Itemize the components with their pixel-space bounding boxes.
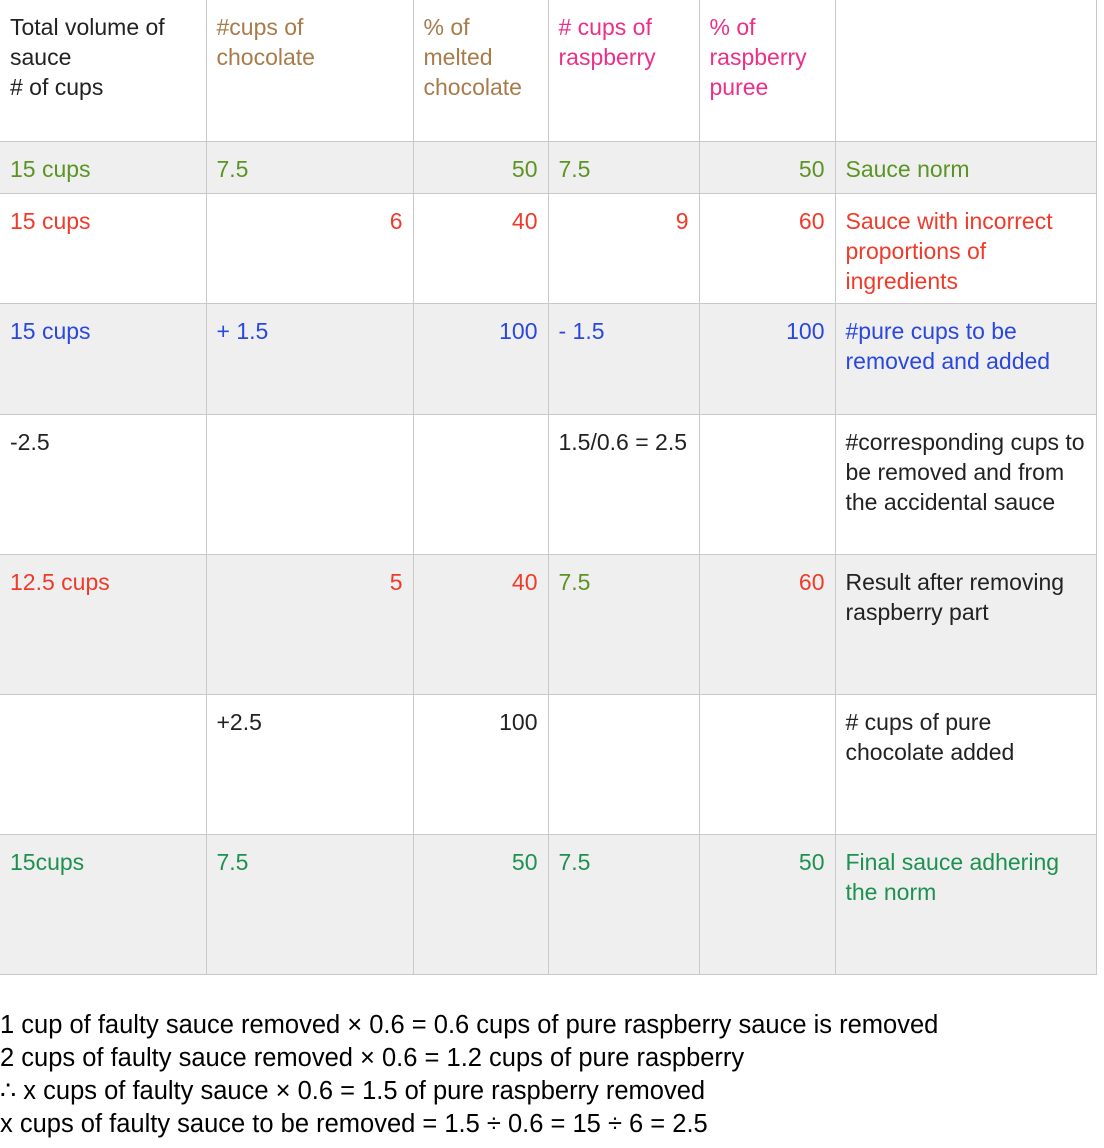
header-note — [835, 0, 1096, 141]
cell-choc-cups: 6 — [206, 193, 413, 303]
cell-total: -2.5 — [0, 414, 206, 554]
cell-rasp-pct — [699, 414, 835, 554]
cell-note: Final sauce adhering the norm — [835, 834, 1096, 974]
cell-rasp-cups: 7.5 — [548, 554, 699, 694]
cell-rasp-pct: 50 — [699, 141, 835, 193]
cell-rasp-cups: 7.5 — [548, 141, 699, 193]
cell-choc-pct: 50 — [413, 834, 548, 974]
cell-rasp-cups — [548, 694, 699, 834]
header-cups-raspberry: # cups of raspberry — [548, 0, 699, 141]
cell-choc-cups: 7.5 — [206, 141, 413, 193]
cell-total: 15cups — [0, 834, 206, 974]
table-row — [0, 141, 1096, 193]
cell-rasp-pct: 60 — [699, 554, 835, 694]
note-line: x cups of faulty sauce to be removed = 1.5 ÷ 0.6 = 15 ÷ 6 = 2.5 — [0, 1110, 708, 1138]
cell-note: #corresponding cups to be removed and from the accidental sauce — [835, 414, 1096, 554]
calculation-notes — [0, 1009, 1104, 1141]
cell-choc-cups: 7.5 — [206, 834, 413, 974]
cell-rasp-pct: 60 — [699, 193, 835, 303]
cell-total: 15 cups — [0, 303, 206, 414]
cell-total: 12.5 cups — [0, 554, 206, 694]
cell-choc-pct: 100 — [413, 694, 548, 834]
cell-choc-cups: + 1.5 — [206, 303, 413, 414]
header-row — [0, 0, 1096, 141]
table-row — [0, 694, 1096, 834]
table-row — [0, 414, 1096, 554]
cell-choc-cups: +2.5 — [206, 694, 413, 834]
cell-rasp-pct: 50 — [699, 834, 835, 974]
cell-choc-cups — [206, 414, 413, 554]
cell-total: 15 cups — [0, 141, 206, 193]
header-total-volume-line1: Total volume of sauce — [10, 14, 165, 70]
cell-total: 15 cups — [0, 193, 206, 303]
cell-rasp-pct — [699, 694, 835, 834]
cell-note: #pure cups to be removed and added — [835, 303, 1096, 414]
cell-choc-pct: 40 — [413, 193, 548, 303]
cell-choc-pct — [413, 414, 548, 554]
cell-choc-pct: 100 — [413, 303, 548, 414]
header-total-volume — [0, 0, 206, 141]
table-row — [0, 193, 1096, 303]
header-pct-chocolate: % of melted chocolate — [413, 0, 548, 141]
cell-note: Sauce with incorrect proportions of ingredients — [835, 193, 1096, 303]
table-row — [0, 554, 1096, 694]
table-row — [0, 303, 1096, 414]
cell-rasp-cups: 1.5/0.6 = 2.5 — [548, 414, 699, 554]
header-total-volume-line2: # of cups — [10, 74, 104, 100]
table-row — [0, 834, 1096, 974]
cell-note: Result after removing raspberry part — [835, 554, 1096, 694]
cell-note: # cups of pure chocolate added — [835, 694, 1096, 834]
cell-rasp-pct: 100 — [699, 303, 835, 414]
cell-rasp-cups: 7.5 — [548, 834, 699, 974]
header-pct-raspberry: % of raspberry puree — [699, 0, 835, 141]
cell-choc-pct: 50 — [413, 141, 548, 193]
cell-rasp-cups: - 1.5 — [548, 303, 699, 414]
note-line: ∴ x cups of faulty sauce × 0.6 = 1.5 of pure raspberry removed — [0, 1077, 706, 1105]
cell-note: Sauce norm — [835, 141, 1096, 193]
cell-choc-cups: 5 — [206, 554, 413, 694]
cell-rasp-cups: 9 — [548, 193, 699, 303]
cell-total — [0, 694, 206, 834]
cell-choc-pct: 40 — [413, 554, 548, 694]
note-line: 2 cups of faulty sauce removed × 0.6 = 1.2 cups of pure raspberry — [0, 1044, 745, 1072]
note-line: 1 cup of faulty sauce removed × 0.6 = 0.6 cups of pure raspberry sauce is removed — [0, 1011, 939, 1039]
header-cups-chocolate: #cups of chocolate — [206, 0, 413, 141]
